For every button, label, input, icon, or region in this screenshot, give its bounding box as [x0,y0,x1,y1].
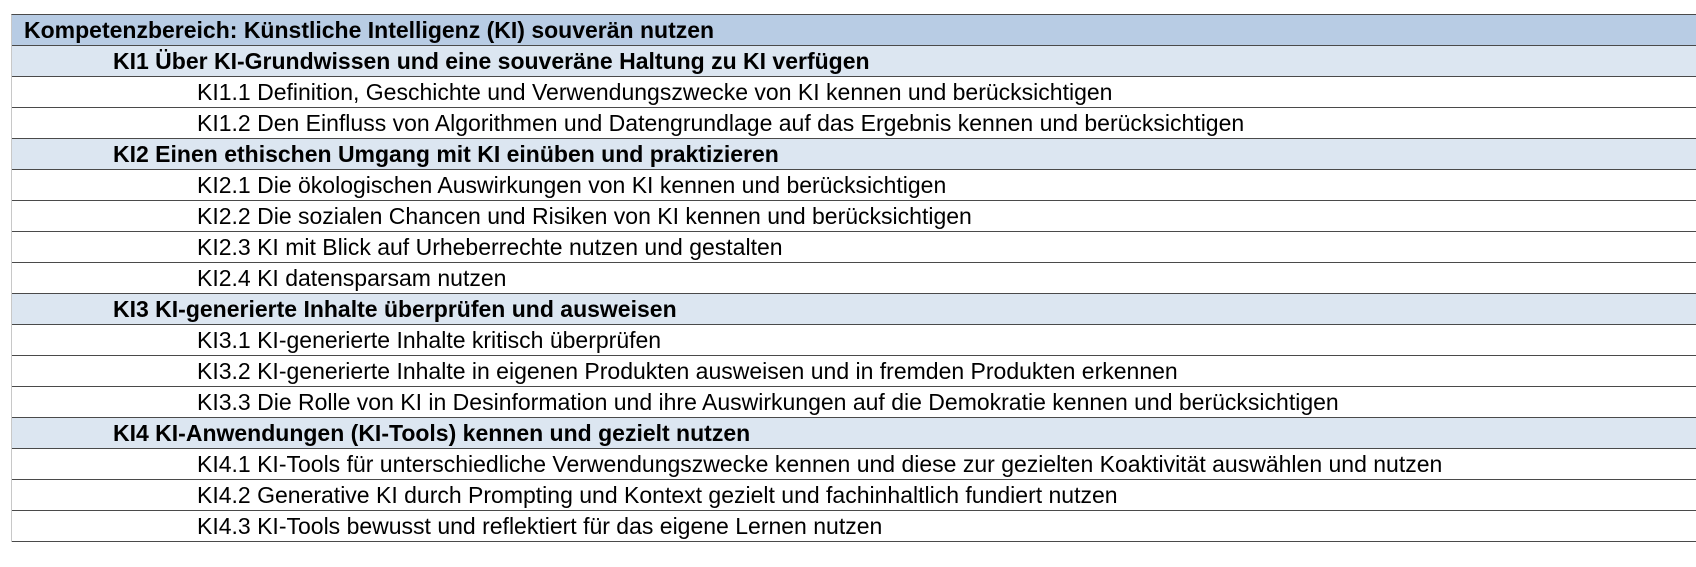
competency-table [11,14,1696,542]
area-label: KI3 KI-generierte Inhalte überprüfen und ausweisen [113,295,677,322]
table-row[interactable] [12,449,1696,480]
area-row-ki3[interactable] [12,294,1696,325]
area-label: KI4 KI-Anwendungen (KI-Tools) kennen und gezielt nutzen [113,419,751,446]
table-row[interactable] [12,480,1696,511]
table-row[interactable] [12,108,1696,139]
area-label: KI2 Einen ethischen Umgang mit KI einüben und praktizieren [113,140,779,167]
item-label: KI2.3 KI mit Blick auf Urheberrechte nutzen und gestalten [197,233,783,260]
item-label: KI4.3 KI-Tools bewusst und reflektiert für das eigene Lernen nutzen [197,512,883,539]
area-label: KI1 Über KI-Grundwissen und eine souveräne Haltung zu KI verfügen [113,47,870,74]
table-row[interactable] [12,511,1696,542]
domain-header-row[interactable] [12,15,1696,46]
table-row[interactable] [12,387,1696,418]
table-row[interactable] [12,170,1696,201]
table-row[interactable] [12,356,1696,387]
area-row-ki1[interactable] [12,46,1696,77]
item-label: KI1.2 Den Einfluss von Algorithmen und Datengrundlage auf das Ergebnis kennen und berücksichtigen [197,109,1245,136]
item-label: KI4.1 KI-Tools für unterschiedliche Verwendungszwecke kennen und diese zur gezielten Koaktivität auswählen und nutzen [197,450,1443,477]
table-row[interactable] [12,232,1696,263]
item-label: KI3.1 KI-generierte Inhalte kritisch überprüfen [197,326,662,353]
item-label: KI2.4 KI datensparsam nutzen [197,264,507,291]
item-label: KI4.2 Generative KI durch Prompting und Kontext gezielt und fachinhaltlich fundiert nutzen [197,481,1118,508]
item-label: KI1.1 Definition, Geschichte und Verwendungszwecke von KI kennen und berücksichtigen [197,78,1113,105]
area-row-ki2[interactable] [12,139,1696,170]
item-label: KI3.3 Die Rolle von KI in Desinformation und ihre Auswirkungen auf die Demokratie kennen und berücksichtigen [197,388,1339,415]
table-row[interactable] [12,263,1696,294]
table-row[interactable] [12,77,1696,108]
table-row[interactable] [12,325,1696,356]
table-row[interactable] [12,201,1696,232]
area-row-ki4[interactable] [12,418,1696,449]
item-label: KI2.2 Die sozialen Chancen und Risiken von KI kennen und berücksichtigen [197,202,972,229]
domain-header-label: Kompetenzbereich: Künstliche Intelligenz (KI) souverän nutzen [24,16,715,43]
item-label: KI2.1 Die ökologischen Auswirkungen von KI kennen und berücksichtigen [197,171,947,198]
item-label: KI3.2 KI-generierte Inhalte in eigenen Produkten ausweisen und in fremden Produkten erkennen [197,357,1178,384]
